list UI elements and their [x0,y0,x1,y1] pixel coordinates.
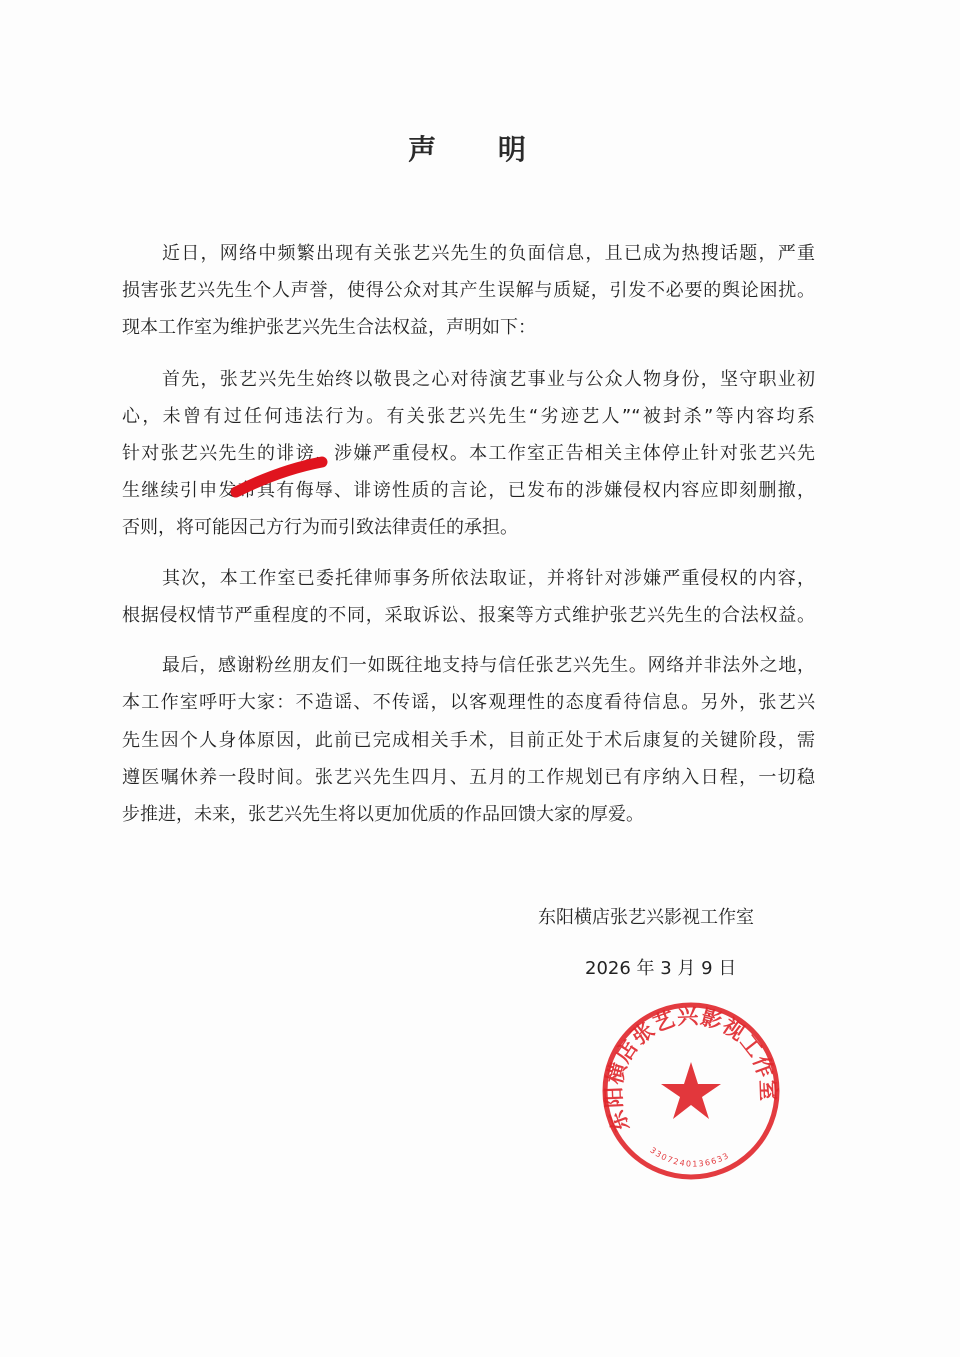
signature-organization: 东阳横店张艺兴影视工作室 [538,907,754,928]
official-seal-stamp [600,1000,782,1182]
paragraph-2-line: 生继续引申发布具有侮辱、诽谤性质的言论，已发布的涉嫌侵权内容应即刻删撤， [122,480,815,501]
stamp-number: 3307240136633 [648,1145,732,1169]
paragraph-2-line: 首先，张艺兴先生始终以敬畏之心对待演艺事业与公众人物身份，坚守职业初 [162,369,815,390]
stamp-text: 东阳横店张艺兴影视工作室 [601,1004,781,1136]
paragraph-4-line: 步推进，未来，张艺兴先生将以更加优质的作品回馈大家的厚爱。 [122,804,644,825]
paragraph-2-line: 否则，将可能因己方行为而引致法律责任的承担。 [122,517,518,538]
paragraph-2-line: 心，未曾有过任何违法行为。有关张艺兴先生“劣迹艺人”“被封杀”等内容均系 [122,406,815,427]
paragraph-2-line: 针对张艺兴先生的诽谤，涉嫌严重侵权。本工作室正告相关主体停止针对张艺兴先 [122,443,815,464]
paragraph-3-line: 根据侵权情节严重程度的不同，采取诉讼、报案等方式维护张艺兴先生的合法权益。 [122,605,815,626]
signature-date: 2026 年 3 月 9 日 [585,958,737,979]
paragraph-1-line: 现本工作室为维护张艺兴先生合法权益，声明如下： [122,317,536,338]
star-icon [661,1062,721,1119]
paragraph-4-line: 遵医嘱休养一段时间。张艺兴先生四月、五月的工作规划已有序纳入日程，一切稳 [122,767,815,788]
paragraph-4-line: 先生因个人身体原因，此前已完成相关手术，目前正处于术后康复的关键阶段，需 [122,730,815,751]
document-title: 声 明 [408,133,552,166]
paragraph-4-line: 最后，感谢粉丝朋友们一如既往地支持与信任张艺兴先生。网络并非法外之地， [162,655,815,676]
paragraph-1-line: 损害张艺兴先生个人声誉，使得公众对其产生误解与质疑，引发不必要的舆论困扰。 [122,280,815,301]
paragraph-4-line: 本工作室呼吁大家：不造谣、不传谣，以客观理性的态度看待信息。另外，张艺兴 [122,692,815,713]
paragraph-1-line: 近日，网络中频繁出现有关张艺兴先生的负面信息，且已成为热搜话题，严重 [162,243,815,264]
paragraph-3-line: 其次，本工作室已委托律师事务所依法取证，并将针对涉嫌严重侵权的内容， [162,568,815,589]
svg-text:3307240136633 [648,1146,731,1169]
